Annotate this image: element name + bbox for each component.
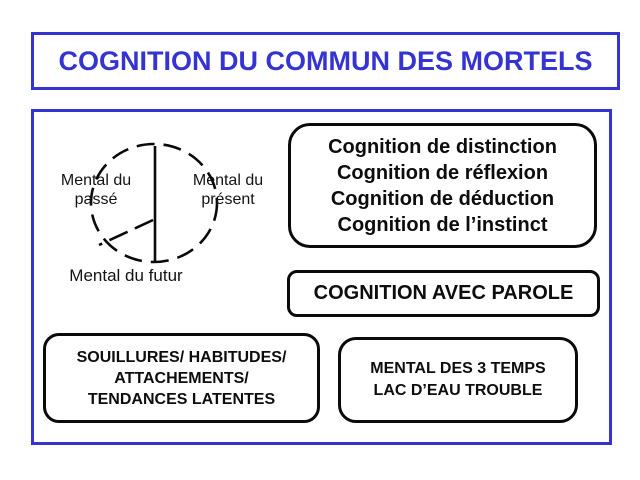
cognition-types-box <box>288 123 597 248</box>
mental-3-temps-box <box>338 337 578 423</box>
cognition-avec-parole-box <box>287 270 600 317</box>
title-box <box>31 32 620 90</box>
souillures-line-1: SOUILLURES/ HABITUDES/ <box>76 348 287 366</box>
pie-label-future-line: Mental du futur <box>69 266 183 285</box>
pie-label-present <box>171 171 285 209</box>
cognition-line-2: Cognition de réflexion <box>336 161 549 184</box>
page-title: COGNITION DU COMMUN DES MORTELS <box>58 45 593 76</box>
pie-label-past <box>41 171 151 209</box>
parole-label: COGNITION AVEC PAROLE <box>313 282 574 304</box>
pie-label-past-line1: Mental du <box>60 172 132 189</box>
mental-line-2: LAC D’EAU TROUBLE <box>373 382 543 399</box>
pie-label-past-line2: passé <box>74 191 118 208</box>
cognition-line-3: Cognition de déduction <box>330 187 555 210</box>
mental-line-1: MENTAL DES 3 TEMPS <box>370 360 546 377</box>
cognition-line-1: Cognition de distinction <box>328 135 557 158</box>
souillures-line-2: ATTACHEMENTS/ <box>114 369 249 387</box>
pie-label-future <box>66 266 186 285</box>
content-panel <box>31 109 612 445</box>
cognition-line-4: Cognition de l’instinct <box>337 213 548 236</box>
pie-label-present-line1: Mental du <box>192 172 264 189</box>
pie-label-present-line2: présent <box>201 191 255 208</box>
souillures-box <box>43 333 320 423</box>
dashed-radius-line <box>99 220 153 245</box>
souillures-line-3: TENDANCES LATENTES <box>87 390 276 408</box>
